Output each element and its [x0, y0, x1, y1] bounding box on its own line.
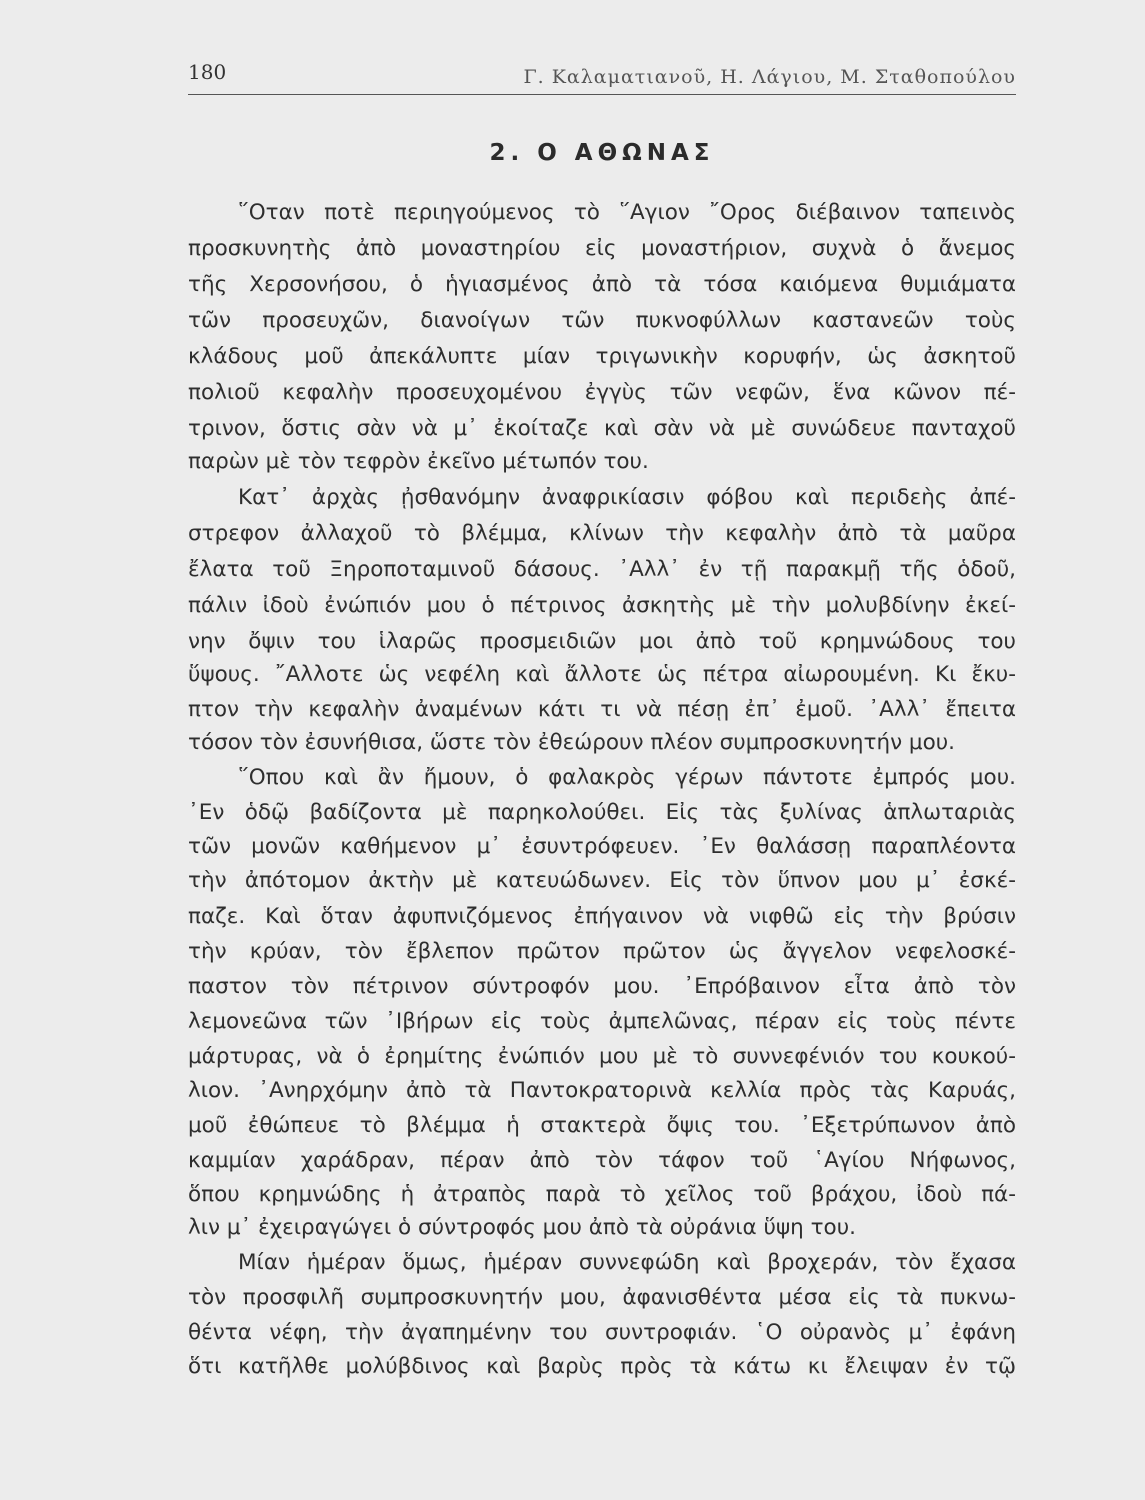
text-line: πτον τὴν κεφαλὴν ἀναμένων κάτι τι νὰ πέσῃ ἐπ᾽ ἐμοῦ. ᾽Αλλ᾽ ἔπειτα [188, 697, 1016, 722]
text-line: νην ὄψιν του ἱλαρῶς προσμειδιῶν μοι ἀπὸ τοῦ κρημνώδους του [188, 629, 1016, 654]
text-line: τὴν κρύαν, τὸν ἔβλεπον πρῶτον πρῶτον ὡς ἄγγελον νεφελοσκέ- [188, 939, 1016, 964]
text-line: καμμίαν χαράδραν, πέραν ἀπὸ τὸν τάφον τοῦ ῾Αγίου Νήφωνος, [188, 1148, 1016, 1173]
text-line: μάρτυρας, νὰ ὁ ἐρημίτης ἐνώπιόν μου μὲ τὸ συννεφένιόν του κουκού- [188, 1044, 1016, 1069]
text-line: λεμονεῶνα τῶν ᾽Ιβήρων εἰς τοὺς ἀμπελῶνας, πέραν εἰς τοὺς πέντε [188, 1009, 1016, 1034]
text-line: στρεφον ἀλλαχοῦ τὸ βλέμμα, κλίνων τὴν κεφαλὴν ἀπὸ τὰ μαῦρα [188, 521, 1016, 546]
text-line: τὴν ἀπότομον ἀκτὴν μὲ κατευώδωνεν. Εἰς τὸν ὕπνον μου μ᾽ ἐσκέ- [188, 868, 1016, 893]
page-number: 180 [188, 60, 227, 84]
text-line: θέντα νέφη, τὴν ἀγαπημένην του συντροφιάν. ῾Ο οὐρανὸς μ᾽ ἐφάνη [188, 1320, 1016, 1345]
chapter-title: 2. Ο ΑΘΩΝΑΣ [489, 140, 715, 166]
text-line: ῞Οταν ποτὲ περιηγούμενος τὸ ῞Αγιον ῎Ορος διέβαινον ταπεινὸς [238, 200, 1016, 225]
text-line: τῶν προσευχῶν, διανοίγων τῶν πυκνοφύλλων καστανεῶν τοὺς [188, 308, 1016, 333]
text-line: προσκυνητὴς ἀπὸ μοναστηρίου εἰς μοναστήριον, συχνὰ ὁ ἄνεμος [188, 236, 1016, 261]
text-line: λιν μ᾽ ἐχειραγώγει ὁ σύντροφός μου ἀπὸ τὰ οὐράνια ὕψη του. [188, 1215, 856, 1240]
text-line: λιον. ᾽Ανηρχόμην ἀπὸ τὰ Παντοκρατορινὰ κελλία πρὸς τὰς Καρυάς, [188, 1078, 1016, 1103]
text-line: τρινον, ὅστις σὰν νὰ μ᾽ ἐκοίταζε καὶ σὰν νὰ μὲ συνώδευε πανταχοῦ [188, 416, 1016, 441]
text-line: ὅτι κατῆλθε μολύβδινος καὶ βαρὺς πρὸς τὰ κάτω κι ἔλειψαν ἐν τῷ [188, 1354, 1016, 1379]
text-line: τόσον τὸν ἐσυνήθισα, ὥστε τὸν ἐθεώρουν πλέον συμπροσκυνητήν μου. [188, 730, 956, 755]
text-line: πάλιν ἰδοὺ ἐνώπιόν μου ὁ πέτρινος ἀσκητὴς μὲ τὴν μολυβδίνην ἐκεί- [188, 593, 1016, 618]
text-line: παστον τὸν πέτρινον σύντροφόν μου. ᾽Επρόβαινον εἶτα ἀπὸ τὸν [188, 974, 1016, 999]
text-line: ὕψους. ῎Αλλοτε ὡς νεφέλη καὶ ἄλλοτε ὡς πέτρα αἰωρουμένη. Κι ἔκυ- [188, 662, 1016, 687]
text-line: παρὼν μὲ τὸν τεφρὸν ἐκεῖνο μέτωπόν του. [188, 449, 649, 474]
running-head: Γ. Καλαματιανοῦ, Η. Λάγιου, Μ. Σταθοπούλου [523, 66, 1016, 88]
text-line: Κατ᾽ ἀρχὰς ᾐσθανόμην ἀναφρικίασιν φόβου καὶ περιδεὴς ἀπέ- [238, 485, 1016, 510]
text-line: παζε. Καὶ ὅταν ἀφυπνιζόμενος ἐπήγαινον νὰ νιφθῶ εἰς τὴν βρύσιν [188, 904, 1016, 929]
text-line: τῆς Χερσονήσου, ὁ ἡγιασμένος ἀπὸ τὰ τόσα καιόμενα θυμιάματα [188, 272, 1016, 297]
text-line: μοῦ ἐθώπευε τὸ βλέμμα ἡ στακτερὰ ὄψις του. ᾽Εξετρύπωνον ἀπὸ [188, 1113, 1016, 1138]
text-line: ᾽Εν ὁδῷ βαδίζοντα μὲ παρηκολούθει. Εἰς τὰς ξυλίνας ἁπλωταριὰς [188, 800, 1016, 825]
text-line: ἔλατα τοῦ Ξηροποταμινοῦ δάσους. ᾽Αλλ᾽ ἐν τῇ παρακμῇ τῆς ὁδοῦ, [188, 557, 1016, 582]
text-line: τὸν προσφιλῆ συμπροσκυνητήν μου, ἀφανισθέντα μέσα εἰς τὰ πυκνω- [188, 1285, 1016, 1310]
text-line: ὅπου κρημνώδης ἡ ἀτραπὸς παρὰ τὸ χεῖλος τοῦ βράχου, ἰδοὺ πά- [188, 1182, 1016, 1207]
text-line: ῞Οπου καὶ ἂν ἤμουν, ὁ φαλακρὸς γέρων πάντοτε ἐμπρός μου. [238, 765, 1016, 790]
text-line: κλάδους μοῦ ἀπεκάλυπτε μίαν τριγωνικὴν κορυφήν, ὡς ἀσκητοῦ [188, 344, 1016, 369]
text-line: Μίαν ἡμέραν ὅμως, ἡμέραν συννεφώδη καὶ βροχεράν, τὸν ἔχασα [238, 1250, 1016, 1275]
page-header [188, 60, 1016, 95]
text-line: πολιοῦ κεφαλὴν προσευχομένου ἐγγὺς τῶν νεφῶν, ἕνα κῶνον πέ- [188, 380, 1016, 405]
text-line: τῶν μονῶν καθήμενον μ᾽ ἐσυντρόφευεν. ᾽Εν θαλάσσῃ παραπλέοντα [188, 834, 1016, 859]
